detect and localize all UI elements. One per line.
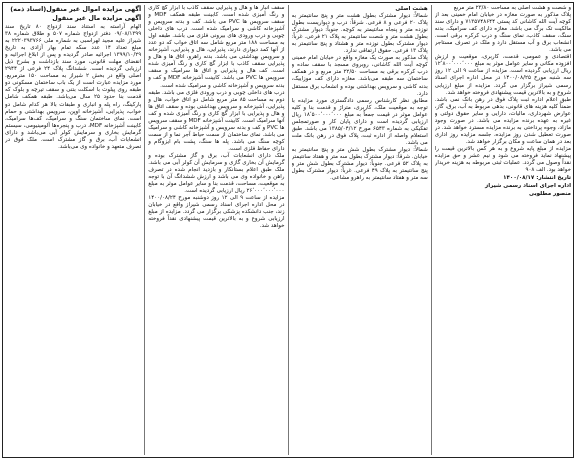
column-middle-left [292,5,428,455]
column-divider [431,5,432,455]
paragraph: مطابق نظر کارشناس رسمی دادگستری مورد مزایده با توجه به موقعیت ملک، کاربری، متراژ و قدمت بنا و کلیه عوامل موثر در قیمت جمعاً به مبلغ ۱۸٬۵۰۰٬۰۰۰٬۰۰۰ ریال ارزیابی گردیده است و دارای پایان کار و صورتمجلس تفکیکی به شماره ۶۵۴۳ مورخ ۱۳۸۵/۰۴/۱۲ می باشد. طبق استعلام واصله از اداره ثبت، پلاک فوق در رهن بانک ملت می باشد. [291,97,428,146]
issuing-office: اداره اجرای اسناد رسمی شیراز [485,183,571,190]
paragraph: سقف انبار ها و هال و پذیرایی سقف کاذب با ابزار گچ کاری و رنگ آمیزی شده است. کابینت طبقه همکف MDF و سقف سرویس ها PVC می باشد. کف و بدنه سرویس و آشپزخانه کاشی و سرامیک شده است. درب های داخلی چوبی و درب ورودی های بیرونی فلزی می باشد. طبقه اول به مساحت ۱۸۸ متر مربع شامل سه اتاق خواب که دو عدد از آنها کمد دیواری دارند، پذیرایی، هال و پذیرایی، آشپزخانه و سرویس بهداشتی می باشد. بدنه راهرو، اتاق ها و هال و پذیرایی سقف کاذب با ابزار گچ کاری و رنگ آمیزی شده است. کف هال و پذیرایی و اتاق ها سرامیک و سقف سرویس ها PVC می باشد. کابینت آشپزخانه MDF و کف و بدنه سرویس و آشپزخانه کاشی و سرامیک شده است. [148,5,285,89]
paragraph: پلاک مذکور به صورت مغازه در خیابان امام خمینی بعد از کوچه آیت الله کاشانی کد پستی ۷۱۳۵۷۴۸۶۴۴ و دارای سند مالکیت تک برگ می باشد. مغازه دارای کف سرامیک، بدنه سنگ، سقف کاذب، نمای سنگ و درب کرکره برقی است. انشعاب برق و آب مستقل دارد و ملک در تصرف مستاجر می باشد. [434,12,571,54]
paragraph: هشت اصلی [395,6,428,12]
paragraph: و شصت و هشت اصلی به مساحت ۲۳/۸۰ متر مربع [453,5,571,11]
paragraph: طبق اعلام اداره ثبت پلاک فوق در رهن بانک نمی باشد. ضمناً کلیه هزینه های قانونی، بدهی مربوط به آب، برق، گاز، عوارض شهرداری، مالیات، دارایی و سایر حقوق دولتی و غیره به عهده برنده مزایده می باشد. در صورت وجود مازاد، وجوه پرداختی به برنده مزایده مسترد خواهد شد. در صورت تعطیل شدن روز مزایده، جلسه مزایده روز اداری بعد در همان ساعت و مکان برگزار خواهد شد. [434,96,571,145]
notice-columns [5,5,571,455]
notice-subtitle: آگهی مزایده مال غیر منقول [52,14,142,22]
paragraph: اقتصادی و عمومی، قدمت، کاربری، موقعیت و ارزش افزوده مکانی و سایر عوامل موثر به مبلغ ۱۲٬۸۰۰٬۰۰۰٬۰۰۰ ریال ارزیابی گردیده است. مزایده از ساعت ۹ الی ۱۲ روز سه شنبه مورخ ۱۴۰۰/۰۸/۲۵ در محل اداره اجرای اسناد رسمی شیراز برگزار می گردد. مزایده از مبلغ ارزیابی شروع و به بالاترین قیمت پیشنهادی فروخته خواهد شد. [434,54,571,96]
paragraph: پلاک مذکور به صورت یک مغازه واقع در خیابان امام خمینی کوچه آیت الله کاشانی، روبروی مسجد با سقف ساده و درب کرکره برقی به مساحت ۲۲/۵۰ متر مربع و در همکف ساختمان سه طبقه می‌باشد. مغازه دارای کف موزاییک، بدنه کاشی و سرویس بهداشتی بوده و انشعاب برق مستقل دارد. [291,55,428,97]
paragraph: درب های داخلی چوبی و درب ورودی فلزی می باشد. طبقه دوم به مساحت ۸۵ متر مربع شامل دو اتاق خواب، هال و پذیرایی، آشپزخانه و سرویس بهداشتی بوده و سقف اتاق ها و هال و پذیرایی با ابزار گچ کاری و رنگ آمیزی شده و کف آنها سرامیک است. کابینت آشپزخانه MDF و سقف سرویس ها PVC و کف و بدنه سرویس و آشپزخانه کاشی و سرامیک می باشد. نمای ساختمان از سمت حیاط آجر نما و از سمت کوچه سنگ می باشد. پله ها سنگ، پشت بام ایزوگام و دارای حفاظ فلزی است. [148,89,285,152]
paragraph: مزایده از ساعت ۹ الی ۱۲ روز دوشنبه مورخ ۱۴۰۰/۰۸/۲۴ در محل اداره اجرای اسناد رسمی شیراز واقع در خیابان زند، جنب دانشکده پزشکی برگزار می گردد. مزایده از مبلغ ارزیابی شروع و به بالاترین قیمت پیشنهادی نقداً فروخته خواهد شد. [148,195,285,230]
column-right [5,5,141,455]
paragraph: شمالاً: دیوار مشترک بطول هشت متر و پنج سانتیمتر به پلاک ۲۰ فرعی و ۸ فرعی. شرقاً: درب و دیواریست بطول نوزده متر و پنجاه سانتیمتر به کوچه. جنوباً: دیوار مشترک بطول هشت متر و شصت سانتیمتر به پلاک ۲۱ فرعی. غرباً: دیوار مشترک بطول نوزده متر و هشتاد و پنج سانتیمتر به پلاک ۱۳ فرعی. حقوق ارتفاقی ندارد. [291,13,428,55]
paragraph: شمالاً: دیوار مشترک بطول شش متر و پنج سانتیمتر به خیابان. شرقاً: دیوار مشترک بطول سه متر و هفتاد سانتیمتر به پلاک ۵۲ فرعی. جنوباً: دیوار مشترک بطول شش متر و پنج سانتیمتر به پلاک ۴۹ فرعی. غرباً: دیوار مشترک بطول سه متر و هفتاد سانتیمتر به راهرو مشاعی. [291,146,428,182]
paragraph: ملک دارای انشعابات آب، برق و گاز مشترک بوده و گرمایش آن بخاری گازی و سرمایش آن کولر آبی می باشد. ملک طبق اعلام بستانکار و بازدید انجام شده در تصرف راهن و خانواده وی می باشد و ارزش ششدانگ آن با توجه به موقعیت، مساحت، قدمت بنا و سایر عوامل موثر به مبلغ ۲۶٬۰۰۰٬۰۰۰٬۰۰۰ ریال ارزیابی گردیده است. [148,152,285,195]
column-middle-right [148,5,284,455]
notice-title: آگهی مزایده اموال غیر منقول(اسناد ذمه) [10,5,142,13]
publication-date: تاریخ انتشار: ۱۴۰۰/۰۸/۱۷ [503,175,571,182]
column-left [435,5,571,455]
column-divider [288,5,289,455]
column-divider [144,5,145,455]
signatory-name: منصور مطلوبی [528,191,571,198]
paragraph: مزایده از مبلغ پایه شروع و به هر کس بالاترین قیمت را پیشنهاد نماید فروخته می شود و نیم عشر و حق مزایده نقداً وصول می گردد. عملیات ثبتی مربوطه به هزینه خریدار خواهد بود. الف ۹۰۸ [434,145,571,174]
notice-intro: الهام آراسته به استناد سند ازدواج ۸۰ تاریخ سند ۰۹/۰۸/۱۳۹۹ دفتر ازدواج شماره ۵۰۷ و طلاق شماره ۳۸ شیراز علیه مجید لهراسبی به شماره ملی ۲۲۲۰۳۹۳۷۶۶ به مبلغ تعداد ۱۴ عدد سکه تمام بهار آزادی به تاریخ ۱۳۹۹/۱۰/۲۹ اجرائیه صادر گردیده و پس از ابلاغ اجرائیه و انقضای مهلت قانونی، مورد سند بازداشت و بشرح ذیل ارزیابی گردیده است. ششدانگ پلاک ۲۴ فرعی از ۲۹۴۴ اصلی واقع در بخش ۲ شیراز به مساحت ۱۵۰ مترمربع. مورد مزایده عبارت است از یک باب ساختمان مسکونی دو طبقه روی پیلوت با اسکلت بتنی و سقف تیرچه و بلوک که قدمت بنا حدود ۲۵ سال می‌باشد. طبقه همکف شامل پارکینگ، راه پله و انباری و طبقات بالا هر کدام شامل دو خواب، پذیرایی، آشپزخانه اوپن، سرویس بهداشتی و حمام است. نمای ساختمان سنگ و سرامیک، کف‌ها سرامیک، کابینت آشپزخانه MDF، درب و پنجره‌ها آلومینیومی، سیستم گرمایش بخاری و سرمایش کولر آبی می‌باشد و دارای انشعابات آب، برق و گاز مشترک است. ملک فوق در تصرف متعهد و خانواده وی می‌باشد. [5,24,142,150]
notice-page [2,2,574,458]
